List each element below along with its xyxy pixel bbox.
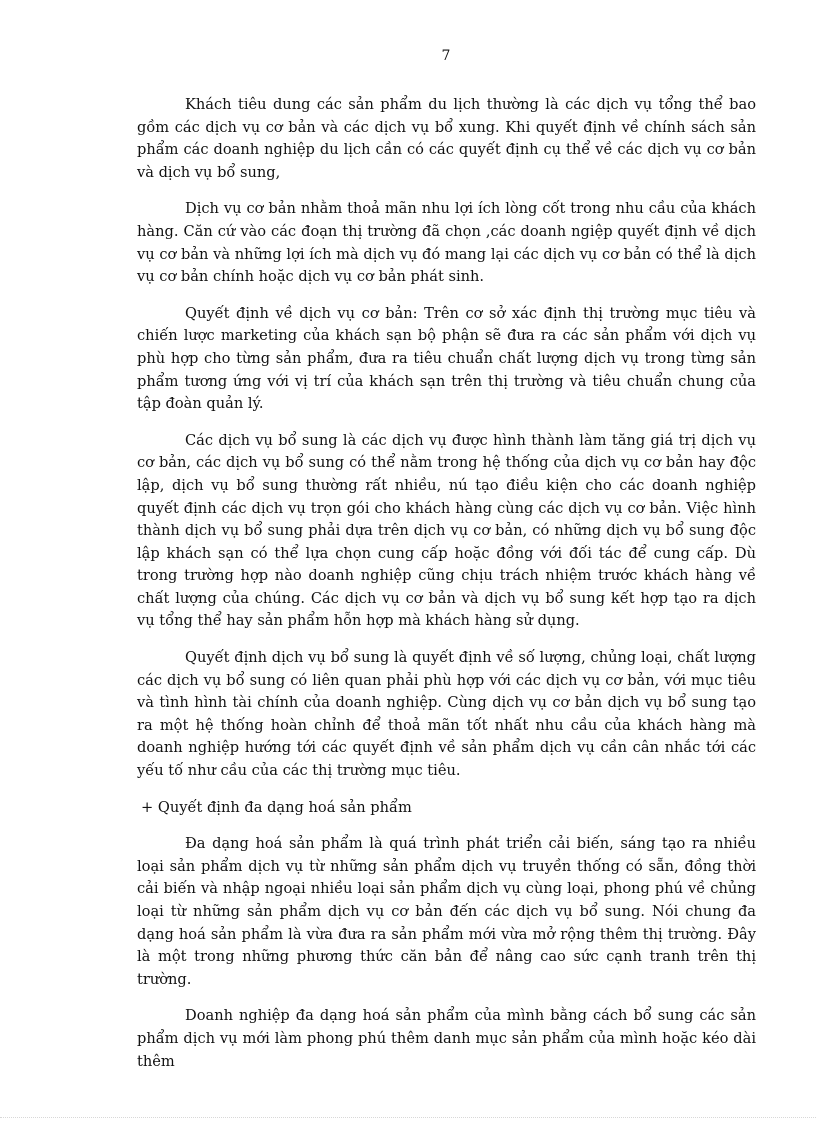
paragraph-diversification: Đa dạng hoá sản phẩm là quá trình phát triển cải biến, sáng tạo ra nhiều loại sản phẩm dịch vụ từ những sản phẩm dịch vụ truyền thống có sẵn, đồng thời cải biến và nhập ngoại nhiều loại sản phẩm dịch vụ cùng loại, phong phú về chủng loại từ những sản phẩm dịch vụ cơ bản đến các dịch vụ bổ sung. Nói chung đa dạng hoá sản phẩm là vừa đưa ra sản phẩm mới vừa mở rộng thêm thị trường. Đây là một trong những phương thức căn bản để nâng cao sức cạnh tranh trên thị trường. bbox=[137, 835, 756, 988]
section-heading-diversification: + Quyết định đa dạng hoá sản phẩm bbox=[141, 798, 412, 816]
paragraph-core-service-decision: Quyết định về dịch vụ cơ bản: Trên cơ sở xác định thị trường mục tiêu và chiến lược marketing của khách sạn bộ phận sẽ đưa ra các sản phẩm với dịch vụ phù hợp cho từng sản phẩm, đưa ra tiêu chuẩn chất lượng dịch vụ trong từng sản phẩm tương ứng với vị trí của khách sạn trên thị trường và tiêu chuẩn chung của tập đoàn quản lý. bbox=[137, 304, 756, 413]
paragraph-core-service: Dịch vụ cơ bản nhằm thoả mãn nhu lợi ích lòng cốt trong nhu cầu của khách hàng. Căn cứ vào các đoạn thị trường đã chọn ,các doanh ngiệp quyết định về dịch vụ cơ bản và những lợi ích mà dịch vụ đó mang lại các dịch vụ cơ bản có thể là dịch vụ cơ bản chính hoặc dịch vụ cơ bản phát sinh. bbox=[137, 200, 756, 286]
paragraph-diversification-methods: Doanh nghiệp đa dạng hoá sản phẩm của mình bằng cách bổ sung các sản phẩm dịch vụ mới làm phong phú thêm danh mục sản phẩm của mình hoặc kéo dài thêm bbox=[137, 1007, 756, 1070]
paragraph-basic-services-intro: Khách tiêu dung các sản phẩm du lịch thường là các dịch vụ tổng thể bao gồm các dịch vụ cơ bản và các dịch vụ bổ xung. Khi quyết định về chính sách sản phẩm các doanh nghiệp du lịch cần có các quyết định cụ thể về các dịch vụ cơ bản và dịch vụ bổ sung, bbox=[137, 96, 756, 181]
page-bottom-divider bbox=[0, 1117, 816, 1118]
document-body bbox=[137, 94, 756, 1087]
paragraph-supplementary-services: Các dịch vụ bổ sung là các dịch vụ được hình thành làm tăng giá trị dịch vụ cơ bản, các dịch vụ bổ sung có thể nằm trong hệ thống của dịch vụ cơ bản hay độc lập, dịch vụ bổ sung thường rất nhiều, nú tạo điều kiện cho các doanh nghiệp quyết định các dịch vụ trọn gói cho khách hàng cùng các dịch vụ cơ bản. Việc hình thành dịch vụ bổ sung phải dựa trên dịch vụ cơ bản, có những dịch vụ bổ sung độc lập khách sạn có thể lựa chọn cung cấp hoặc đồng với đối tác để cung cấp. Dù trong trường hợp nào doanh nghiệp cũng chịu trách nhiệm trước khách hàng về chất lượng của chúng. Các dịch vụ cơ bản và dịch vụ bổ sung kết hợp tạo ra dịch vụ tổng thể hay sản phẩm hỗn hợp mà khách hàng sử dụng. bbox=[137, 431, 756, 630]
page-number: 7 bbox=[441, 48, 451, 64]
paragraph-supplementary-decision: Quyết định dịch vụ bổ sung là quyết định về số lượng, chủng loại, chất lượng các dịch vụ bổ sung có liên quan phải phù hợp với các dịch vụ cơ bản, với mục tiêu và tình hình tài chính của doanh nghiệp. Cùng dịch vụ cơ bản dịch vụ bổ sung tạo ra một hệ thống hoàn chỉnh để thoả mãn tốt nhất nhu cầu của khách hàng mà doanh nghiệp hướng tới các quyết định về sản phẩm dịch vụ cần cân nhắc tới các yếu tố như cầu của các thị trường mục tiêu. bbox=[137, 649, 756, 780]
